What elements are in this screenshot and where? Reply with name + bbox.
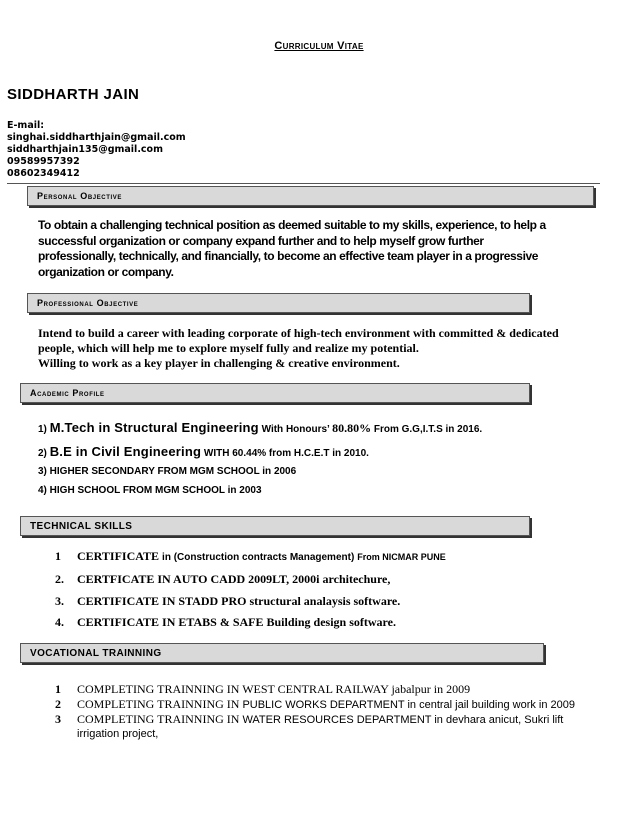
personal-objective-line: organization or company. <box>38 264 174 279</box>
item-number: 3. <box>55 594 64 608</box>
certificate-text: CERTIFICATE IN ETABS & SAFE Building design software. <box>77 615 396 629</box>
item-number: 3 <box>55 712 61 726</box>
training-location: jabalpur in 2009 <box>391 682 471 696</box>
section-vocational-training: VOCATIONAL TRAINNING <box>20 643 544 663</box>
personal-objective-line: professionally, technically, and financially, to become an effective team player in a progressive <box>38 249 539 263</box>
section-personal-objective: Personal Objective <box>27 186 594 206</box>
item-number: 4. <box>55 615 64 629</box>
professional-objective-line: people, which will help me to explore myself fully and realize my potential. <box>38 341 419 355</box>
candidate-name: SIDDHARTH JAIN <box>7 86 140 103</box>
degree-name: M.Tech in Structural Engineering <box>49 420 259 435</box>
certificate-text: CERTIFICATE IN STADD PRO structural analaysis software. <box>77 594 401 608</box>
professional-objective-text <box>38 326 606 371</box>
personal-objective-text <box>38 218 603 280</box>
certificate-text: CERTFICATE IN AUTO CADD 2009LT, 2000i architechure, <box>77 572 391 586</box>
header-divider <box>7 183 600 184</box>
section-academic-profile: Academic Profile <box>20 383 530 403</box>
email-label: E-mail: <box>7 120 45 131</box>
certificate-source: From NICMAR PUNE <box>357 552 446 562</box>
certificate-label: CERTIFICATE <box>77 549 160 563</box>
item-number: 1 <box>55 549 61 563</box>
vocational-item-continuation: irrigation project, <box>77 728 159 740</box>
personal-objective-line: successful organization or company expand further and to help myself grow further <box>38 233 484 248</box>
professional-objective-line: Willing to work as a key player in challenging & creative environment. <box>38 356 400 370</box>
item-number: 2) <box>38 448 47 459</box>
degree-details: WITH 60.44% from H.C.E.T in 2010. <box>203 448 369 459</box>
professional-objective-line: Intend to build a career with leading corporate of high-tech environment with committed & dedicated <box>38 326 559 340</box>
technical-item <box>55 615 396 630</box>
training-detail: WATER RESOURCES DEPARTMENT in devhara anicut, Sukri lift <box>242 714 564 726</box>
academic-item-mtech <box>38 420 482 436</box>
item-number: 1) <box>38 424 47 435</box>
document-title: Curriculum Vitae <box>274 40 364 52</box>
institution: From G.G,I.T.S in 2016. <box>373 424 483 435</box>
section-technical-skills: TECHNICAL SKILLS <box>20 516 530 536</box>
training-text: COMPLETING TRAINNING IN <box>77 712 240 726</box>
certificate-subject: in (Construction contracts Management) <box>162 552 355 563</box>
vocational-item <box>55 697 575 712</box>
vocational-item <box>55 682 470 697</box>
contact-block <box>7 120 186 180</box>
item-number: 1 <box>55 682 61 696</box>
section-professional-objective: Professional Objective <box>27 293 530 313</box>
training-text: COMPLETING TRAINNING IN WEST CENTRAL RAILWAY <box>77 682 389 696</box>
phone-secondary: 08602349412 <box>7 168 80 179</box>
academic-item-be <box>38 444 369 459</box>
technical-item <box>55 572 390 587</box>
training-text: COMPLETING TRAINNING IN <box>77 697 240 711</box>
email-primary: singhai.siddharthjain@gmail.com <box>7 132 186 143</box>
academic-item-higher-secondary: 3) HIGHER SECONDARY FROM MGM SCHOOL in 2006 <box>38 466 297 477</box>
item-number: 2. <box>55 572 64 586</box>
technical-item <box>55 594 400 609</box>
technical-item <box>55 549 446 564</box>
academic-item-high-school: 4) HIGH SCHOOL FROM MGM SCHOOL in 2003 <box>38 485 262 496</box>
training-detail: PUBLIC WORKS DEPARTMENT in central jail building work in 2009 <box>242 699 576 711</box>
degree-name: B.E in Civil Engineering <box>49 444 202 459</box>
item-number: 2 <box>55 697 61 711</box>
percentage: 80.80% <box>332 421 372 435</box>
email-secondary: siddharthjain135@gmail.com <box>7 144 163 155</box>
vocational-item <box>55 712 563 727</box>
phone-primary: 09589957392 <box>7 156 80 167</box>
personal-objective-line: To obtain a challenging technical position as deemed suitable to my skills, experience, to help a <box>38 218 546 232</box>
honours-label: With Honours’ <box>261 424 330 435</box>
